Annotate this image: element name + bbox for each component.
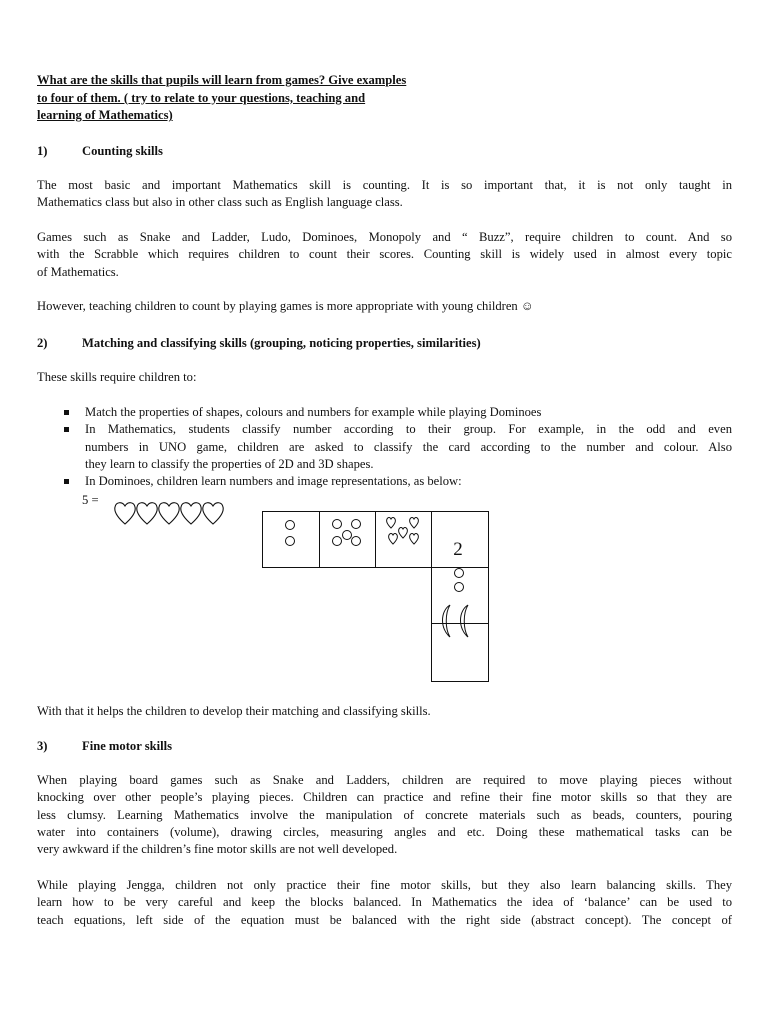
heart-icon <box>181 503 201 524</box>
text-line: knocking over other people’s playing pieces. Children can practice and refine their fine motor skills so that they are <box>37 790 732 805</box>
circle-icon <box>352 520 361 529</box>
heart-icon <box>387 518 396 529</box>
circle-icon <box>343 531 352 540</box>
text-line: of Mathematics. <box>37 264 119 279</box>
text-line: Games such as Snake and Ladder, Ludo, Dominoes, Monopoly and “ Buzz”, require children to count. And so <box>37 230 732 244</box>
section-number: 1) <box>37 144 48 158</box>
section-1-paragraph-2 <box>37 229 732 281</box>
text-line: they learn to classify the properties of 2D and 3D shapes. <box>85 456 374 471</box>
domino-cell-5-hearts <box>376 512 432 568</box>
domino-number: 2 <box>453 539 463 560</box>
text-line: These skills require children to: <box>37 370 197 384</box>
section-number: 2) <box>37 336 48 350</box>
text-line: learn how to be very careful and keep the blocks balanced. In Mathematics the idea of ‘balance’ can be used to <box>37 895 732 910</box>
title-line-1: What are the skills that pupils will learn from games? Give examples <box>37 73 407 87</box>
text-line: Match the properties of shapes, colours and numbers for example while playing Dominoes <box>85 405 542 419</box>
section-3-paragraph-2 <box>37 877 732 929</box>
circle-icon <box>333 520 342 529</box>
heart-icon <box>203 503 223 524</box>
text-line: with the Scrabble which requires children to count their scores. Counting skill is widely used in almost every topic <box>37 247 732 262</box>
domino-cell-empty <box>432 624 489 682</box>
crescent-icon <box>461 605 469 637</box>
document-title <box>37 72 507 125</box>
text-line: teach equations, left side of the equation must be balanced with the right side (abstract concept). The concept of <box>37 912 732 927</box>
heart-icon <box>410 518 419 529</box>
five-hearts-figure <box>114 500 232 528</box>
section-3-paragraph-1 <box>37 772 732 858</box>
section-1-paragraph-1 <box>37 177 732 212</box>
text-line: water into containers (volume), drawing circles, measuring angles and etc. Doing these mathematical tasks can be <box>37 824 732 839</box>
text-line: While playing Jengga, children not only practice their fine motor skills, but they also learn balancing skills. They <box>37 878 732 892</box>
text-line: When playing board games such as Snake and Ladders, children are required to move playing pieces without <box>37 773 732 787</box>
text-line: With that it helps the children to develop their matching and classifying skills. <box>37 704 431 718</box>
circle-icon <box>333 537 342 546</box>
heart-icon <box>159 503 179 524</box>
circle-icon <box>286 537 295 546</box>
text-line: numbers in UNO game, children are asked to classify the card according to the number and colour. Also <box>85 439 732 454</box>
domino-cell-2-circles-lower <box>432 568 489 624</box>
text-line: less clumsy. Learning Mathematics involve the manipulation of concrete materials such as beads, counters, pouring <box>37 807 732 822</box>
heart-icon <box>137 503 157 524</box>
text-line: However, teaching children to count by playing games is more appropriate with young children ☺ <box>37 299 534 313</box>
heart-icon <box>399 528 408 539</box>
domino-cell-2-circles <box>263 512 320 568</box>
section-title: Matching and classifying skills (grouping, noticing properties, similarities) <box>82 336 481 350</box>
heart-icon <box>410 534 419 545</box>
section-title: Fine motor skills <box>82 739 173 753</box>
equation-label: 5 = <box>82 493 99 507</box>
circle-icon <box>455 569 464 578</box>
text-line: In Dominoes, children learn numbers and image representations, as below: <box>85 474 462 489</box>
section-3-heading <box>37 738 172 755</box>
title-line-2: to four of them. ( try to relate to your questions, teaching and <box>37 90 366 105</box>
text-line: Mathematics class but also in other class such as English language class. <box>37 195 403 210</box>
section-1-heading <box>37 143 163 160</box>
title-line-3: learning of Mathematics) <box>37 108 173 123</box>
section-number: 3) <box>37 739 48 753</box>
bullet-list <box>62 404 732 490</box>
crescent-icon <box>443 605 451 637</box>
text-line: very awkward if the children’s fine motor skills are not well developed. <box>37 842 398 857</box>
section-2-intro <box>37 369 732 386</box>
list-item <box>62 473 732 490</box>
section-title: Counting skills <box>82 144 163 158</box>
section-2-heading <box>37 335 481 352</box>
dominoes-diagram <box>262 511 492 684</box>
circle-icon <box>286 521 295 530</box>
circle-icon <box>455 583 464 592</box>
text-line: The most basic and important Mathematics skill is counting. It is so important that, it is not only taught in <box>37 178 732 192</box>
circle-icon <box>352 537 361 546</box>
heart-icon <box>389 534 398 545</box>
heart-icon <box>115 503 135 524</box>
section-1-paragraph-3 <box>37 298 732 315</box>
section-2-conclusion <box>37 703 732 720</box>
list-item <box>62 404 732 421</box>
list-item <box>62 421 732 473</box>
text-line: In Mathematics, students classify number according to their group. For example, in the odd and even <box>85 422 732 437</box>
